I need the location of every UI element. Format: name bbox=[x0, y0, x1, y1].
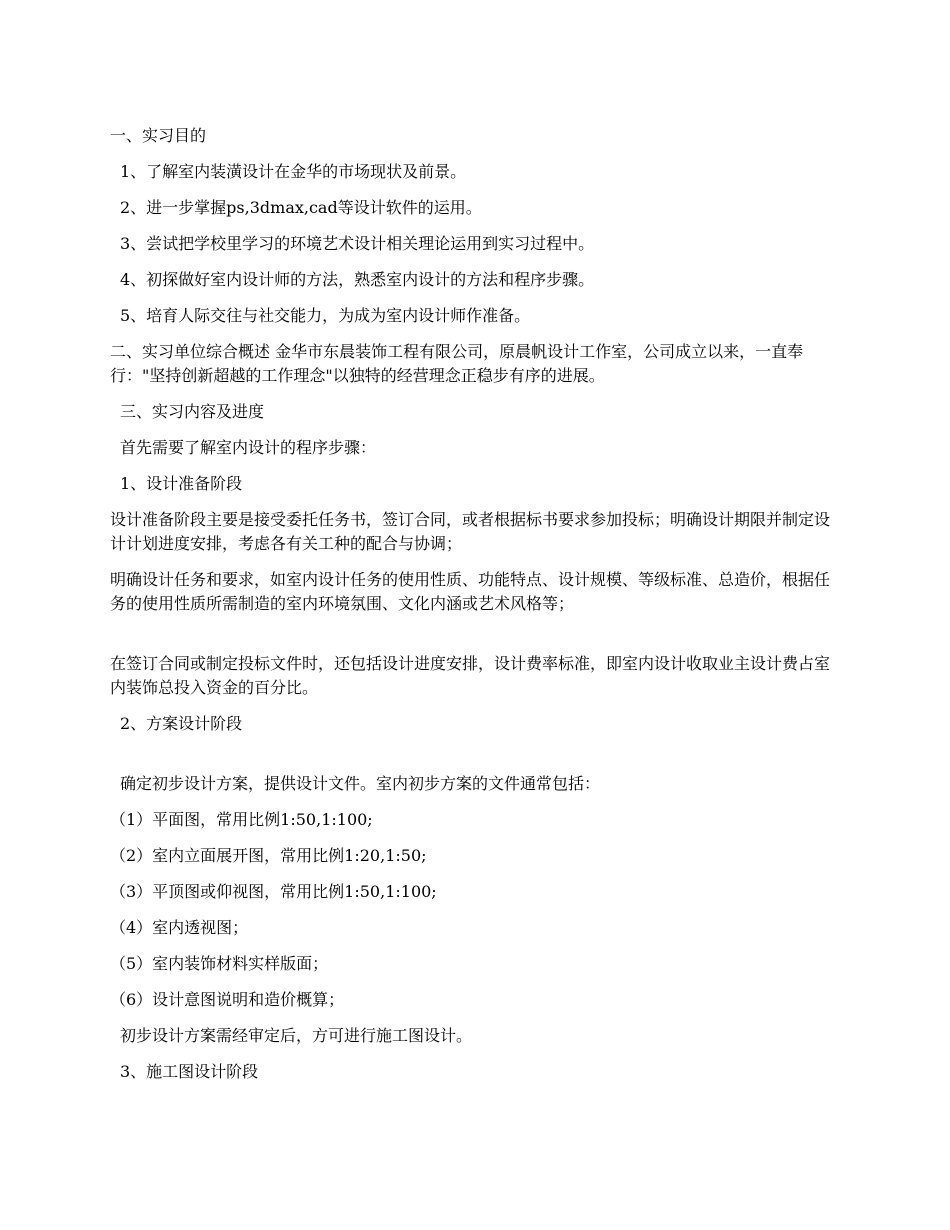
section-company-overview: 二、实习单位综合概述 金华市东晨装饰工程有限公司，原晨帆设计工作室，公司成立以来，一直奉行："坚持创新超越的工作理念"以独特的经营理念正稳步有序的进展。 bbox=[110, 342, 804, 385]
purpose-item-3: 3、尝试把学校里学习的环境艺术设计相关理论运用到实习过程中。 bbox=[120, 234, 595, 253]
section-heading-content: 三、实习内容及进度 bbox=[120, 402, 265, 421]
scheme-item-5: （5）室内装饰材料实样版面； bbox=[110, 954, 329, 973]
section-heading-purpose: 一、实习目的 bbox=[110, 126, 207, 145]
paragraph-gap bbox=[110, 628, 840, 652]
document-body bbox=[110, 124, 840, 1096]
scheme-item-3: （3）平顶图或仰视图，常用比例1:50,1:100; bbox=[110, 882, 437, 901]
stage-heading-scheme: 2、方案设计阶段 bbox=[120, 714, 243, 733]
scheme-conclusion: 初步设计方案需经审定后，方可进行施工图设计。 bbox=[120, 1026, 473, 1045]
intro-paragraph: 首先需要了解室内设计的程序步骤： bbox=[120, 438, 377, 457]
preparation-paragraph-1: 设计准备阶段主要是接受委托任务书，签订合同，或者根据标书要求参加投标；明确设计期限并制定设计计划进度安排，考虑各有关工种的配合与协调； bbox=[110, 510, 831, 553]
purpose-item-4: 4、初探做好室内设计师的方法，熟悉室内设计的方法和程序步骤。 bbox=[120, 270, 595, 289]
preparation-paragraph-3: 在签订合同或制定投标文件时，还包括设计进度安排，设计费率标准，即室内设计收取业主设计费占室内装饰总投入资金的百分比。 bbox=[110, 654, 831, 697]
stage-heading-construction: 3、施工图设计阶段 bbox=[120, 1062, 259, 1081]
scheme-item-1: （1）平面图，常用比例1:50,1:100; bbox=[110, 810, 373, 829]
scheme-item-2: （2）室内立面展开图，常用比例1:20,1:50; bbox=[110, 846, 427, 865]
purpose-item-1: 1、了解室内装潢设计在金华的市场现状及前景。 bbox=[120, 162, 467, 181]
scheme-item-6: （6）设计意图说明和造价概算； bbox=[110, 990, 345, 1009]
stage-heading-preparation: 1、设计准备阶段 bbox=[120, 474, 243, 493]
purpose-item-5: 5、培育人际交往与社交能力，为成为室内设计师作准备。 bbox=[120, 306, 531, 325]
scheme-intro: 确定初步设计方案，提供设计文件。室内初步方案的文件通常包括： bbox=[120, 774, 601, 793]
preparation-paragraph-2: 明确设计任务和要求，如室内设计任务的使用性质、功能特点、设计规模、等级标准、总造价，根据任务的使用性质所需制造的室内环境氛围、文化内涵或艺术风格等； bbox=[110, 570, 831, 613]
scheme-item-4: （4）室内透视图； bbox=[110, 918, 249, 937]
purpose-item-2: 2、进一步掌握ps,3dmax,cad等设计软件的运用。 bbox=[120, 198, 482, 217]
paragraph-gap bbox=[110, 748, 840, 772]
